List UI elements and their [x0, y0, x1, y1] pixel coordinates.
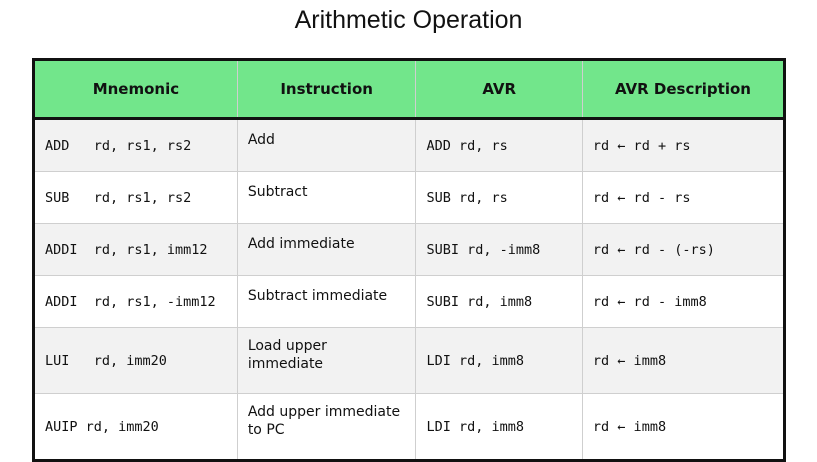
header-instruction: Instruction: [237, 60, 416, 119]
table-row: [34, 276, 785, 328]
avr-cell: SUBI rd, imm8: [416, 276, 582, 328]
avr-cell: LDI rd, imm8: [416, 328, 582, 394]
avr-description-cell: rd ← rd - rs: [582, 172, 784, 224]
header-mnemonic: Mnemonic: [34, 60, 238, 119]
avr-cell: ADD rd, rs: [416, 119, 582, 172]
header-avr-description: AVR Description: [582, 60, 784, 119]
mnemonic-cell: SUB rd, rs1, rs2: [34, 172, 238, 224]
table-header-row: [34, 60, 785, 119]
instruction-cell: Add immediate: [237, 224, 416, 276]
mnemonic-cell: LUI rd, imm20: [34, 328, 238, 394]
instruction-cell: Subtract: [237, 172, 416, 224]
instruction-cell: Load upper immediate: [237, 328, 416, 394]
avr-cell: LDI rd, imm8: [416, 394, 582, 461]
table-row: [34, 328, 785, 394]
table-row: [34, 224, 785, 276]
avr-cell: SUBI rd, -imm8: [416, 224, 582, 276]
table-row: [34, 119, 785, 172]
instruction-cell: Add: [237, 119, 416, 172]
arithmetic-table: [32, 58, 786, 462]
table-row: [34, 172, 785, 224]
mnemonic-cell: ADDI rd, rs1, -imm12: [34, 276, 238, 328]
mnemonic-cell: AUIP rd, imm20: [34, 394, 238, 461]
header-avr: AVR: [416, 60, 582, 119]
instruction-cell: Add upper immediate to PC: [237, 394, 416, 461]
avr-description-cell: rd ← rd + rs: [582, 119, 784, 172]
mnemonic-cell: ADD rd, rs1, rs2: [34, 119, 238, 172]
avr-description-cell: rd ← imm8: [592, 418, 667, 435]
mnemonic-cell: ADDI rd, rs1, imm12: [34, 224, 238, 276]
page-title: Arithmetic Operation: [294, 6, 523, 34]
table-row: [34, 394, 785, 461]
avr-description-cell: rd ← rd - imm8: [582, 276, 784, 328]
instruction-cell: Subtract immediate: [237, 276, 416, 328]
avr-cell: SUB rd, rs: [416, 172, 582, 224]
avr-description-cell: rd ← imm8: [582, 328, 784, 394]
avr-description-cell: rd ← rd - (-rs): [582, 224, 784, 276]
